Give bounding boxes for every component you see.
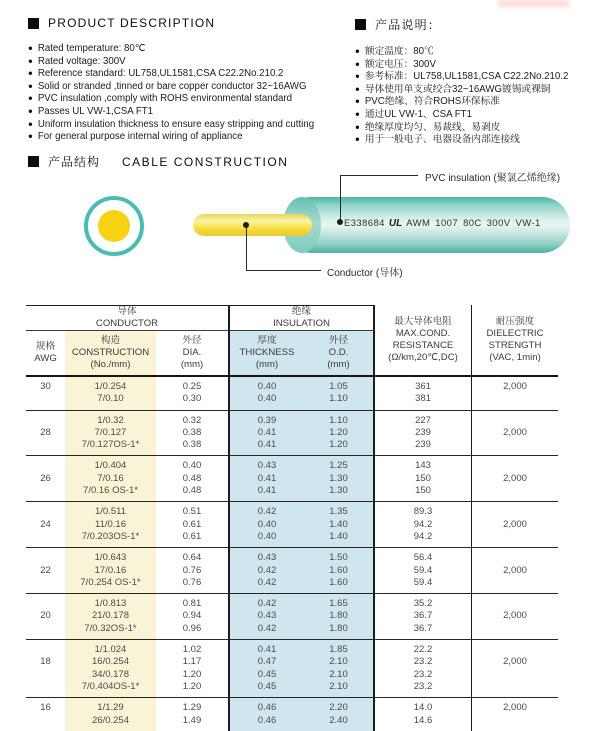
value-line bbox=[472, 598, 558, 610]
group-header-zh: 导体 bbox=[117, 306, 137, 318]
insulation-group-header bbox=[230, 305, 375, 331]
list-item-text: 参考标准：UL758,UL1581,CSA C22.2No.210.2 bbox=[364, 71, 569, 83]
value-line: 1.10 bbox=[329, 414, 348, 426]
value-line: 0.64 bbox=[182, 552, 202, 564]
value-line: 0.43 bbox=[257, 552, 277, 564]
value-line: 143 bbox=[415, 460, 431, 472]
value-line: 1.10 bbox=[329, 393, 348, 405]
thickness-cell bbox=[230, 640, 304, 697]
cable-construction-title-zh: 产品结构 bbox=[48, 155, 101, 169]
value-line: 23.2 bbox=[413, 656, 433, 668]
value-line bbox=[472, 485, 558, 497]
thickness-cell bbox=[230, 502, 304, 547]
bullet-icon: ● bbox=[28, 131, 33, 141]
dia-column-header: 外径 DIA. (mm) bbox=[156, 331, 230, 375]
resistance-cell bbox=[375, 640, 472, 697]
list-item-text: Solid or stranded ,tinned or bare copper conductor 32~16AWG bbox=[37, 80, 307, 92]
value-line: 23.2 bbox=[413, 668, 433, 680]
awg-cell bbox=[26, 456, 65, 501]
value-line bbox=[26, 715, 65, 727]
dielectric-cell bbox=[472, 548, 558, 593]
od-cell bbox=[304, 698, 375, 731]
value-line: 0.45 bbox=[257, 668, 277, 680]
value-line bbox=[472, 644, 558, 656]
value-line: 1/0.32 bbox=[97, 414, 124, 426]
value-line: 7/0.16 bbox=[97, 472, 124, 484]
value-line: 0.42 bbox=[257, 576, 277, 588]
value-line: 0.42 bbox=[257, 564, 277, 576]
group-header-en: CONDUCTOR bbox=[95, 318, 159, 329]
bullet-icon: ● bbox=[355, 71, 360, 81]
value-line: 17/0.16 bbox=[94, 564, 127, 576]
value-line bbox=[26, 644, 65, 656]
value-line bbox=[26, 531, 65, 543]
value-line bbox=[472, 552, 558, 564]
value-line: 26 bbox=[40, 472, 51, 484]
product-notes-title: 产品说明： bbox=[375, 18, 442, 32]
value-line bbox=[26, 681, 65, 693]
list-item-text: For general purpose internal wiring of appliance bbox=[37, 131, 243, 143]
insulation-leader-line bbox=[340, 175, 418, 176]
dielectric-cell bbox=[472, 502, 558, 547]
value-line bbox=[472, 506, 558, 518]
value-line: 0.61 bbox=[182, 518, 202, 530]
thickness-cell bbox=[230, 594, 304, 639]
group-header-en: INSULATION bbox=[273, 318, 330, 329]
value-line: 59.4 bbox=[413, 564, 433, 576]
resistance-cell bbox=[375, 377, 472, 410]
value-line: 0.41 bbox=[257, 472, 277, 484]
value-line bbox=[472, 415, 558, 427]
construction-cell bbox=[65, 594, 156, 639]
value-line: 0.42 bbox=[257, 506, 277, 518]
value-line: 0.41 bbox=[257, 644, 277, 656]
value-line: 1/1.29 bbox=[97, 702, 124, 714]
dia-cell bbox=[156, 640, 230, 697]
dia-cell bbox=[156, 698, 230, 731]
value-line: 1.20 bbox=[182, 668, 202, 680]
value-line bbox=[26, 460, 65, 472]
value-line: 0.46 bbox=[257, 702, 277, 714]
value-line: 2,000 bbox=[503, 702, 527, 714]
od-cell bbox=[304, 548, 375, 593]
bullet-icon: ● bbox=[28, 93, 33, 103]
value-line: 7/0.127 bbox=[94, 426, 127, 438]
value-line: 26/0.254 bbox=[92, 714, 129, 726]
value-line: 0.47 bbox=[257, 656, 277, 668]
bullet-icon: ● bbox=[355, 109, 360, 119]
awg-cell bbox=[26, 594, 65, 639]
thickness-cell bbox=[230, 698, 304, 731]
od-cell bbox=[304, 456, 375, 501]
value-line: 1.02 bbox=[182, 644, 202, 656]
value-line: 1/0.643 bbox=[94, 552, 127, 564]
value-line: 1/1.024 bbox=[94, 644, 127, 656]
table-row-awg-28 bbox=[26, 410, 558, 456]
value-line: 2,000 bbox=[503, 472, 527, 484]
value-line: 59.4 bbox=[413, 576, 433, 588]
value-line: 14.0 bbox=[413, 702, 433, 714]
awg-column-header: 规格 AWG bbox=[34, 341, 57, 364]
value-line bbox=[472, 715, 558, 727]
construction-cell bbox=[65, 411, 156, 456]
value-line bbox=[472, 669, 558, 681]
value-line: 36.7 bbox=[413, 610, 433, 622]
cable-print-text bbox=[344, 218, 541, 229]
value-line: 1.60 bbox=[329, 576, 348, 588]
value-line: 14.6 bbox=[413, 714, 433, 726]
dia-cell bbox=[156, 502, 230, 547]
dielectric-column-header: 耐压强度 DIELECTRIC STRENGTH (VAC, 1min) bbox=[486, 316, 544, 363]
value-line: 23.2 bbox=[413, 680, 433, 692]
value-line bbox=[472, 393, 558, 405]
resistance-cell bbox=[375, 502, 472, 547]
awg-cell bbox=[26, 411, 65, 456]
value-line: 0.40 bbox=[257, 381, 277, 392]
value-line: 0.32 bbox=[182, 414, 202, 426]
value-line: 1.40 bbox=[329, 518, 348, 530]
value-line: 0.30 bbox=[182, 393, 202, 405]
value-line: 0.51 bbox=[182, 506, 202, 518]
bullet-icon: ● bbox=[355, 134, 360, 144]
value-line: 0.41 bbox=[257, 426, 277, 438]
value-line: 35.2 bbox=[413, 598, 433, 610]
value-line: 7/0.127OS-1* bbox=[81, 439, 140, 451]
table-row-awg-26 bbox=[26, 455, 558, 501]
resistance-cell bbox=[375, 411, 472, 456]
value-line: 1.25 bbox=[329, 460, 348, 472]
conductor-rod bbox=[193, 214, 312, 236]
list-item-text: Passes UL VW-1,CSA FT1 bbox=[37, 105, 154, 117]
dia-cell bbox=[156, 594, 230, 639]
od-cell bbox=[304, 594, 375, 639]
construction-cell bbox=[65, 377, 156, 410]
value-line: 0.94 bbox=[182, 610, 202, 622]
list-item-text: 通过UL VW-1、CSA FT1 bbox=[364, 108, 472, 120]
awg-cell bbox=[26, 377, 65, 410]
awg-cell bbox=[26, 502, 65, 547]
value-line: 2,000 bbox=[503, 426, 527, 438]
resistance-cell bbox=[375, 548, 472, 593]
value-line: 0.46 bbox=[257, 714, 277, 726]
awg-cell bbox=[26, 640, 65, 697]
table-row-awg-22 bbox=[26, 547, 558, 593]
value-line: 11/0.16 bbox=[95, 518, 126, 530]
value-line: 1.80 bbox=[329, 622, 348, 634]
bullet-icon: ● bbox=[355, 96, 360, 106]
value-line: 2.10 bbox=[329, 656, 348, 668]
od-cell bbox=[304, 411, 375, 456]
value-line: 2.40 bbox=[329, 714, 348, 726]
value-line: 0.41 bbox=[257, 439, 277, 451]
cable-construction-title-en: CABLE CONSTRUCTION bbox=[122, 154, 289, 169]
insulation-label: PVC insulation (聚氯乙烯绝缘) bbox=[425, 173, 561, 184]
value-line bbox=[472, 439, 558, 451]
value-line: 30 bbox=[40, 381, 51, 392]
insulation-leader-dot bbox=[337, 219, 343, 225]
value-line: 239 bbox=[415, 439, 431, 451]
value-line: 1/0.404 bbox=[94, 460, 127, 472]
value-line: 1.80 bbox=[329, 610, 348, 622]
value-line bbox=[26, 669, 65, 681]
dielectric-cell bbox=[472, 456, 558, 501]
resistance-cell bbox=[375, 594, 472, 639]
list-item-text: Uniform insulation thickness to ensure easy stripping and cutting bbox=[37, 118, 315, 130]
conductor-group-header bbox=[26, 305, 230, 331]
list-item-text: 用于一般电子、电器设备内部连接线 bbox=[364, 134, 520, 146]
od-column-header: 外径 O.D. (mm) bbox=[304, 331, 375, 375]
resistance-column-header: 最大导体电阻 MAX.COND. RESISTANCE (Ω/km,20℃,DC) bbox=[375, 305, 472, 375]
value-line: 36.7 bbox=[413, 622, 433, 634]
table-row-awg-16 bbox=[26, 697, 558, 731]
value-line: 2,000 bbox=[503, 381, 527, 392]
bullet-icon: ● bbox=[355, 59, 360, 69]
value-line: 1.20 bbox=[329, 439, 348, 451]
value-line: 0.81 bbox=[182, 598, 202, 610]
value-line: 1.65 bbox=[329, 598, 348, 610]
value-line: 0.40 bbox=[257, 393, 277, 405]
value-line: 18 bbox=[40, 656, 51, 668]
bullet-icon: ● bbox=[28, 106, 33, 116]
value-line: 1.35 bbox=[329, 506, 348, 518]
dia-cell bbox=[156, 548, 230, 593]
value-line: 1/0.511 bbox=[95, 506, 126, 518]
value-line: 1/0.254 bbox=[94, 381, 127, 392]
table-row-awg-18 bbox=[26, 639, 558, 697]
list-item-text: 导体使用单支或绞合32~16AWG镀锡或裸铜 bbox=[364, 83, 551, 95]
value-line: 0.42 bbox=[257, 622, 277, 634]
value-line: 94.2 bbox=[413, 518, 433, 530]
value-line: 56.4 bbox=[413, 552, 433, 564]
value-line bbox=[26, 623, 65, 635]
bullet-icon: ● bbox=[28, 81, 33, 91]
insulation-leader-line bbox=[340, 175, 341, 222]
value-line: 0.39 bbox=[257, 414, 277, 426]
value-line: 0.45 bbox=[257, 680, 277, 692]
spec-table-header bbox=[26, 305, 558, 377]
value-line: 1.40 bbox=[329, 530, 348, 542]
resistance-cell bbox=[375, 456, 472, 501]
list-item-text: PVC绝缘、符合ROHS环保标准 bbox=[364, 96, 500, 108]
construction-column-header: 构造 CONSTRUCTION (No./mm) bbox=[65, 331, 156, 375]
list-item-text: PVC insulation ,comply with ROHS environmental standard bbox=[37, 93, 292, 105]
value-line: 22.2 bbox=[413, 644, 433, 656]
value-line bbox=[26, 506, 65, 518]
bullet-icon: ● bbox=[355, 122, 360, 132]
spec-table-body bbox=[26, 377, 558, 731]
value-line: 21/0.178 bbox=[92, 610, 129, 622]
bullet-icon: ● bbox=[28, 68, 33, 78]
bullet-icon: ● bbox=[355, 84, 360, 94]
value-line: 7/0.203OS-1* bbox=[81, 530, 140, 542]
value-line: 7/0.16 OS-1* bbox=[83, 485, 138, 497]
value-line: 0.38 bbox=[182, 426, 202, 438]
value-line: 0.43 bbox=[257, 460, 277, 472]
value-line: 94.2 bbox=[413, 530, 433, 542]
dielectric-cell bbox=[472, 594, 558, 639]
value-line bbox=[472, 577, 558, 589]
thickness-column-header: 厚度 THICKNESS (mm) bbox=[230, 331, 304, 375]
value-line: 150 bbox=[415, 485, 431, 497]
resistance-cell bbox=[375, 698, 472, 731]
dielectric-cell bbox=[472, 411, 558, 456]
conductor-label: Conductor (导体) bbox=[327, 268, 403, 279]
awg-cell bbox=[26, 548, 65, 593]
value-line bbox=[472, 460, 558, 472]
value-line: 22 bbox=[40, 564, 51, 576]
product-description-title: PRODUCT DESCRIPTION bbox=[48, 16, 216, 30]
value-line: 16 bbox=[40, 702, 51, 714]
value-line: 1.30 bbox=[329, 472, 348, 484]
bullet-icon: ● bbox=[28, 119, 33, 129]
value-line: 2.10 bbox=[329, 668, 348, 680]
value-line: 0.40 bbox=[257, 518, 277, 530]
od-cell bbox=[304, 377, 375, 410]
value-line: 7/0.10 bbox=[97, 393, 124, 405]
value-line: 89.3 bbox=[413, 506, 433, 518]
bullet-icon: ● bbox=[28, 56, 33, 66]
construction-cell bbox=[65, 456, 156, 501]
value-line bbox=[26, 577, 65, 589]
value-line: 2.10 bbox=[329, 680, 348, 692]
value-line bbox=[26, 439, 65, 451]
value-line: 1/0.813 bbox=[94, 598, 127, 610]
value-line: 2,000 bbox=[503, 610, 527, 622]
value-line: 150 bbox=[415, 472, 431, 484]
value-line bbox=[26, 415, 65, 427]
value-line: 0.25 bbox=[182, 381, 202, 392]
list-item-text: 额定温度：80℃ bbox=[364, 46, 434, 57]
cable-diagram bbox=[0, 0, 603, 300]
value-line bbox=[26, 598, 65, 610]
bullet-icon: ● bbox=[28, 43, 33, 53]
construction-cell bbox=[65, 548, 156, 593]
value-line: 381 bbox=[415, 393, 431, 405]
value-line: 1.49 bbox=[182, 714, 202, 726]
table-row-awg-20 bbox=[26, 593, 558, 639]
list-item-text: Rated temperature: 80℃ bbox=[37, 43, 146, 54]
list-item-text: 额定电压：300V bbox=[364, 58, 436, 70]
thickness-cell bbox=[230, 548, 304, 593]
value-line bbox=[472, 681, 558, 693]
dia-cell bbox=[156, 456, 230, 501]
ul-logo: UL bbox=[388, 218, 403, 229]
awg-cell bbox=[26, 698, 65, 731]
value-line: 0.43 bbox=[257, 610, 277, 622]
value-line: 1.30 bbox=[329, 485, 348, 497]
construction-cell bbox=[65, 502, 156, 547]
group-header-zh: 绝缘 bbox=[291, 306, 312, 318]
dielectric-cell bbox=[472, 640, 558, 697]
conductor-leader-line bbox=[246, 226, 247, 271]
value-line: 0.41 bbox=[257, 485, 277, 497]
list-item-text: 绝缘厚度均匀、易裁线、易剥皮 bbox=[364, 121, 501, 133]
value-line: 361 bbox=[415, 381, 431, 392]
spec-table bbox=[26, 305, 558, 731]
value-line: 0.76 bbox=[182, 576, 202, 588]
cable-spec-text: AWM 1007 80C 300V VW-1 bbox=[406, 218, 541, 229]
cable-cross-section bbox=[84, 196, 144, 256]
value-line: 7/0.404OS-1* bbox=[81, 680, 140, 692]
value-line bbox=[26, 393, 65, 405]
construction-cell bbox=[65, 640, 156, 697]
value-line: 227 bbox=[415, 414, 431, 426]
bullet-icon: ● bbox=[355, 46, 360, 56]
value-line: 34/0.178 bbox=[92, 668, 129, 680]
table-row-awg-30 bbox=[26, 377, 558, 410]
value-line: 2,000 bbox=[503, 656, 527, 668]
od-cell bbox=[304, 640, 375, 697]
list-item-text: Reference standard: UL758,UL1581,CSA C22.2No.210.2 bbox=[37, 68, 284, 80]
value-line bbox=[26, 485, 65, 497]
value-line: 20 bbox=[40, 610, 51, 622]
thickness-cell bbox=[230, 411, 304, 456]
value-line: 1.05 bbox=[329, 381, 348, 392]
value-line: 1.20 bbox=[182, 680, 202, 692]
value-line: 239 bbox=[415, 426, 431, 438]
dielectric-cell bbox=[472, 698, 558, 731]
value-line: 1.50 bbox=[329, 552, 348, 564]
value-line: 0.42 bbox=[257, 598, 277, 610]
value-line: 1.20 bbox=[329, 426, 348, 438]
value-line: 7/0.32OS-1* bbox=[84, 622, 137, 634]
od-cell bbox=[304, 502, 375, 547]
value-line: 24 bbox=[40, 518, 51, 530]
value-line: 28 bbox=[40, 426, 51, 438]
value-line: 7/0.254 OS-1* bbox=[80, 576, 141, 588]
conductor-dot-icon bbox=[98, 210, 130, 242]
conductor-leader-line bbox=[246, 270, 321, 271]
value-line: 2.20 bbox=[329, 702, 348, 714]
value-line: 0.38 bbox=[182, 439, 202, 451]
value-line: 0.76 bbox=[182, 564, 202, 576]
thickness-cell bbox=[230, 456, 304, 501]
dia-cell bbox=[156, 411, 230, 456]
value-line: 0.40 bbox=[257, 530, 277, 542]
value-line bbox=[472, 531, 558, 543]
value-line: 2,000 bbox=[503, 564, 527, 576]
value-line: 0.48 bbox=[182, 472, 202, 484]
cable-cert-number: E338684 bbox=[344, 218, 385, 229]
value-line: 2,000 bbox=[503, 518, 527, 530]
value-line: 0.40 bbox=[182, 460, 202, 472]
value-line: 0.61 bbox=[182, 530, 202, 542]
value-line: 1.85 bbox=[329, 644, 348, 656]
value-line: 0.48 bbox=[182, 485, 202, 497]
value-line: 16/0.254 bbox=[92, 656, 129, 668]
list-item-text: Rated voltage: 300V bbox=[37, 55, 126, 67]
thickness-cell bbox=[230, 377, 304, 410]
value-line: 1.17 bbox=[182, 656, 202, 668]
construction-cell bbox=[65, 698, 156, 731]
value-line: 1.60 bbox=[329, 564, 348, 576]
table-row-awg-24 bbox=[26, 501, 558, 547]
value-line bbox=[472, 623, 558, 635]
value-line: 0.96 bbox=[182, 622, 202, 634]
value-line: 1.29 bbox=[182, 702, 202, 714]
value-line bbox=[26, 552, 65, 564]
dielectric-cell bbox=[472, 377, 558, 410]
dia-cell bbox=[156, 377, 230, 410]
